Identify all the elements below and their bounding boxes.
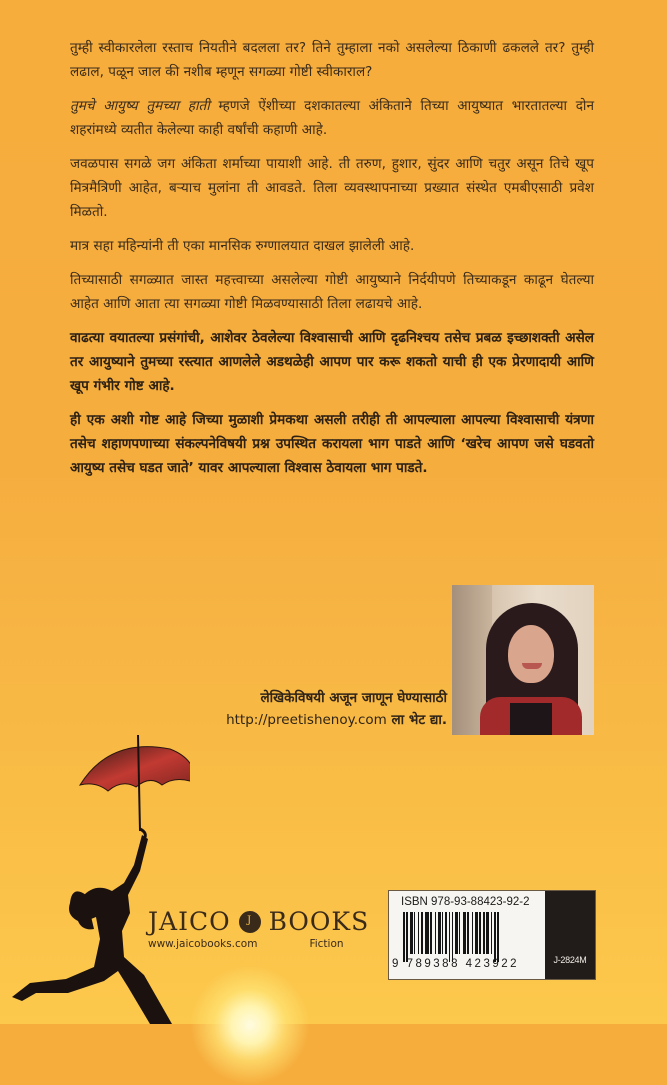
back-cover-blurb (70, 36, 594, 490)
barcode-icon (403, 912, 541, 962)
umbrella-girl-silhouette-icon (0, 735, 190, 1024)
barcode-digits: 9 789388 423922 (392, 958, 520, 970)
catalog-code: J-2824M (553, 955, 587, 965)
isbn-label: ISBN 978-93-88423-92-2 (401, 896, 530, 908)
photo-face (508, 625, 554, 683)
sun-glow (190, 965, 310, 1085)
blurb-paragraph-5: तिच्यासाठी सगळ्यात जास्त महत्त्वाच्या असलेल्या गोष्टी आयुष्याने निर्दयीपणे तिच्याकडून काढून घेतल्या आहेत आणि आता त्या सगळ्या गोष्टी मिळवण्यासाठी तिला लढायचे आहे. (70, 272, 594, 312)
publisher-logo (148, 907, 369, 936)
blurb-paragraph-7: ही एक अशी गोष्ट आहे जिच्या मुळाशी प्रेमकथा असली तरीही ती आपल्याला आपल्या विश्वासाची यंत्रणा तसेच शहाणपणाच्या संकल्पनेविषयी प्रश्न उपस्थित करायला भाग पाडते आणि ‘खरेच आपण जसे घडवतो आयुष्य तसेच घडत जाते’ यावर आपल्याला विश्वास ठेवायला भाग पाडते. (70, 412, 594, 476)
isbn-barcode-block (388, 890, 596, 980)
blurb-paragraph-2-text: म्हणजे ऐंशीच्या दशकातल्या अंकिताने तिच्या आयुष्यात भारतातल्या दोन शहरांमध्ये व्यतीत केलेल्या काही वर्षांची कहाणी आहे. (70, 98, 594, 138)
author-website-suffix: ला भेट द्या. (386, 712, 447, 728)
photo-smile (522, 663, 542, 669)
price-code-panel (545, 891, 595, 979)
blurb-paragraph-3: जवळपास सगळे जग अंकिता शर्माच्या पायाशी आहे. ती तरुण, हुशार, सुंदर आणि चतुर असून तिचे खूप मित्रमैत्रिणी आहेत, बऱ्याच मुलांना ती आवडते. तिला व्यवस्थापनाच्या प्रख्यात संस्थेत एमबीएसाठी प्रवेश मिळतो. (70, 156, 594, 220)
blurb-paragraph-6: वाढत्या वयातल्या प्रसंगांची, आशेवर ठेवलेल्या विश्वासाची आणि दृढनिश्चय तसेच प्रबळ इच्छाशक्ती असेल तर आयुष्याने तुमच्या रस्त्यात आणलेले अडथळेही आपण पार करू शकतो याची ही एक प्रेरणादायी आणि खूप गंभीर गोष्ट आहे. (70, 330, 594, 394)
author-website-line (226, 709, 447, 731)
book-title-italic: तुमचे आयुष्य तुमच्या हाती (70, 98, 210, 114)
publisher-name-right: BOOKS (268, 907, 370, 936)
blurb-paragraph-1: तुम्ही स्वीकारलेला रस्ताच नियतीने बदलला तर? तिने तुम्हाला नको असलेल्या ठिकाणी ढकलले तर? तुम्ही लढाल, पळून जाल की नशीब म्हणून सगळ्या गोष्टी स्वीकाराल? (70, 40, 594, 80)
genre-label: Fiction (309, 938, 344, 950)
jaico-emblem-icon (239, 911, 261, 933)
publisher-info-row (148, 938, 369, 950)
barcode-panel (389, 891, 545, 979)
photo-black-shirt (510, 703, 552, 735)
publisher-website[interactable]: www.jaicobooks.com (148, 938, 258, 950)
author-info (226, 687, 447, 731)
author-photo (452, 585, 594, 735)
publisher-block (148, 907, 369, 950)
publisher-name-left: JAICO (148, 907, 231, 936)
blurb-paragraph-2 (70, 94, 594, 142)
author-info-line: लेखिकेविषयी अजून जाणून घेण्यासाठी (260, 690, 447, 706)
author-website-link[interactable]: http://preetishenoy.com (226, 712, 387, 728)
blurb-paragraph-4: मात्र सहा महिन्यांनी ती एका मानसिक रुग्णालयात दाखल झालेली आहे. (70, 238, 415, 254)
